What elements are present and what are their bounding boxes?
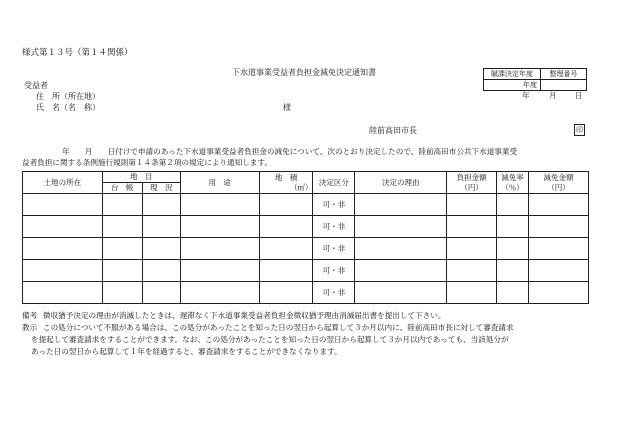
reference-box [483, 68, 587, 91]
header-location: 土地の所在 [23, 172, 103, 194]
date-day: 日 [575, 91, 583, 100]
header-daicho: 台 帳 [102, 183, 142, 194]
table-row [23, 194, 589, 216]
body-line-1: 年 月 日付けで申請のあった下水道事業受益者負担金の減免について、次のとおり決定したので、陸前高田市公共下水道事業受 [62, 147, 518, 156]
recipient-label: 受益者 [24, 81, 48, 90]
ref-year-cell[interactable] [484, 80, 541, 91]
remarks-text: 徴収猶予決定の理由が消滅したときは、遅滞なく下水道事業受益者負担金徴収猶予理由消滅届出書を提出して下さい。 [43, 311, 446, 320]
date-year: 年 [522, 91, 530, 100]
recipient-address-label: 住 所（所在地） [36, 92, 100, 101]
header-amount-label: 負担金額 [456, 172, 487, 182]
header-decision: 決定区分 [313, 172, 355, 194]
ref-year-suffix: 年度 [523, 80, 537, 89]
recipient-honorific: 様 [283, 103, 291, 112]
decision-cell[interactable]: 可・非 [313, 260, 355, 282]
decision-cell[interactable]: 可・非 [313, 238, 355, 260]
ref-number-cell[interactable] [541, 80, 587, 91]
header-amount-unit: （円） [460, 183, 483, 192]
header-amount [447, 172, 497, 194]
form-number: 様式第１３号（第１４関係） [22, 48, 133, 58]
header-exempt-label: 減免金額 [543, 172, 574, 182]
table-row [23, 282, 589, 304]
date-month: 月 [549, 91, 557, 100]
instruction-line-3: あった日の翌日から起算して１年を経過すると、審査請求をすることができなくなります。 [31, 347, 342, 356]
header-rate [497, 172, 529, 194]
ref-number-header: 整理番号 [541, 69, 587, 80]
decision-cell[interactable]: 可・非 [313, 194, 355, 216]
header-exempt [529, 172, 589, 194]
table-row [23, 216, 589, 238]
header-rate-label: 減免率 [501, 172, 524, 182]
table-row [23, 238, 589, 260]
reduction-table [22, 171, 589, 304]
instruction-line-2: を提起して審査請求をすることができます。なお、この処分があったことを知った日の翌日から起算して３か月以内であっても、当該処分が [31, 335, 509, 344]
header-chimoku: 地 目 [102, 172, 180, 183]
page-title: 下水道事業受益者負担金減免決定通知書 [232, 68, 376, 77]
seal-mark: 印 [576, 126, 583, 134]
header-area [259, 172, 313, 194]
header-exempt-unit: （円） [547, 183, 570, 192]
issuer-name: 陸前高田市長 [369, 126, 417, 135]
instruction-line-1: この処分について不服がある場合は、この処分があったことを知った日の翌日から起算して３か月以内に、陸前高田市長に対して審査請求 [43, 323, 514, 332]
header-genkyo: 現 況 [142, 183, 180, 194]
header-reason: 決定の理由 [355, 172, 447, 194]
header-rate-unit: （％） [501, 183, 524, 192]
body-line-2: 益者負担に関する条例施行規則第１４条第２項の規定により通知します。 [22, 158, 272, 167]
header-area-label: 地 積 [274, 173, 298, 182]
instruction-label: 教示 [22, 323, 38, 332]
header-use: 用 途 [180, 172, 259, 194]
recipient-name-label: 氏 名（名 称） [36, 103, 100, 112]
decision-cell[interactable]: 可・非 [313, 282, 355, 304]
decision-cell[interactable]: 可・非 [313, 216, 355, 238]
table-row [23, 260, 589, 282]
header-area-unit: （㎡） [289, 182, 313, 192]
remarks-label: 備考 [22, 311, 38, 320]
ref-fiscal-year-header: 賦課決定年度 [484, 69, 541, 80]
